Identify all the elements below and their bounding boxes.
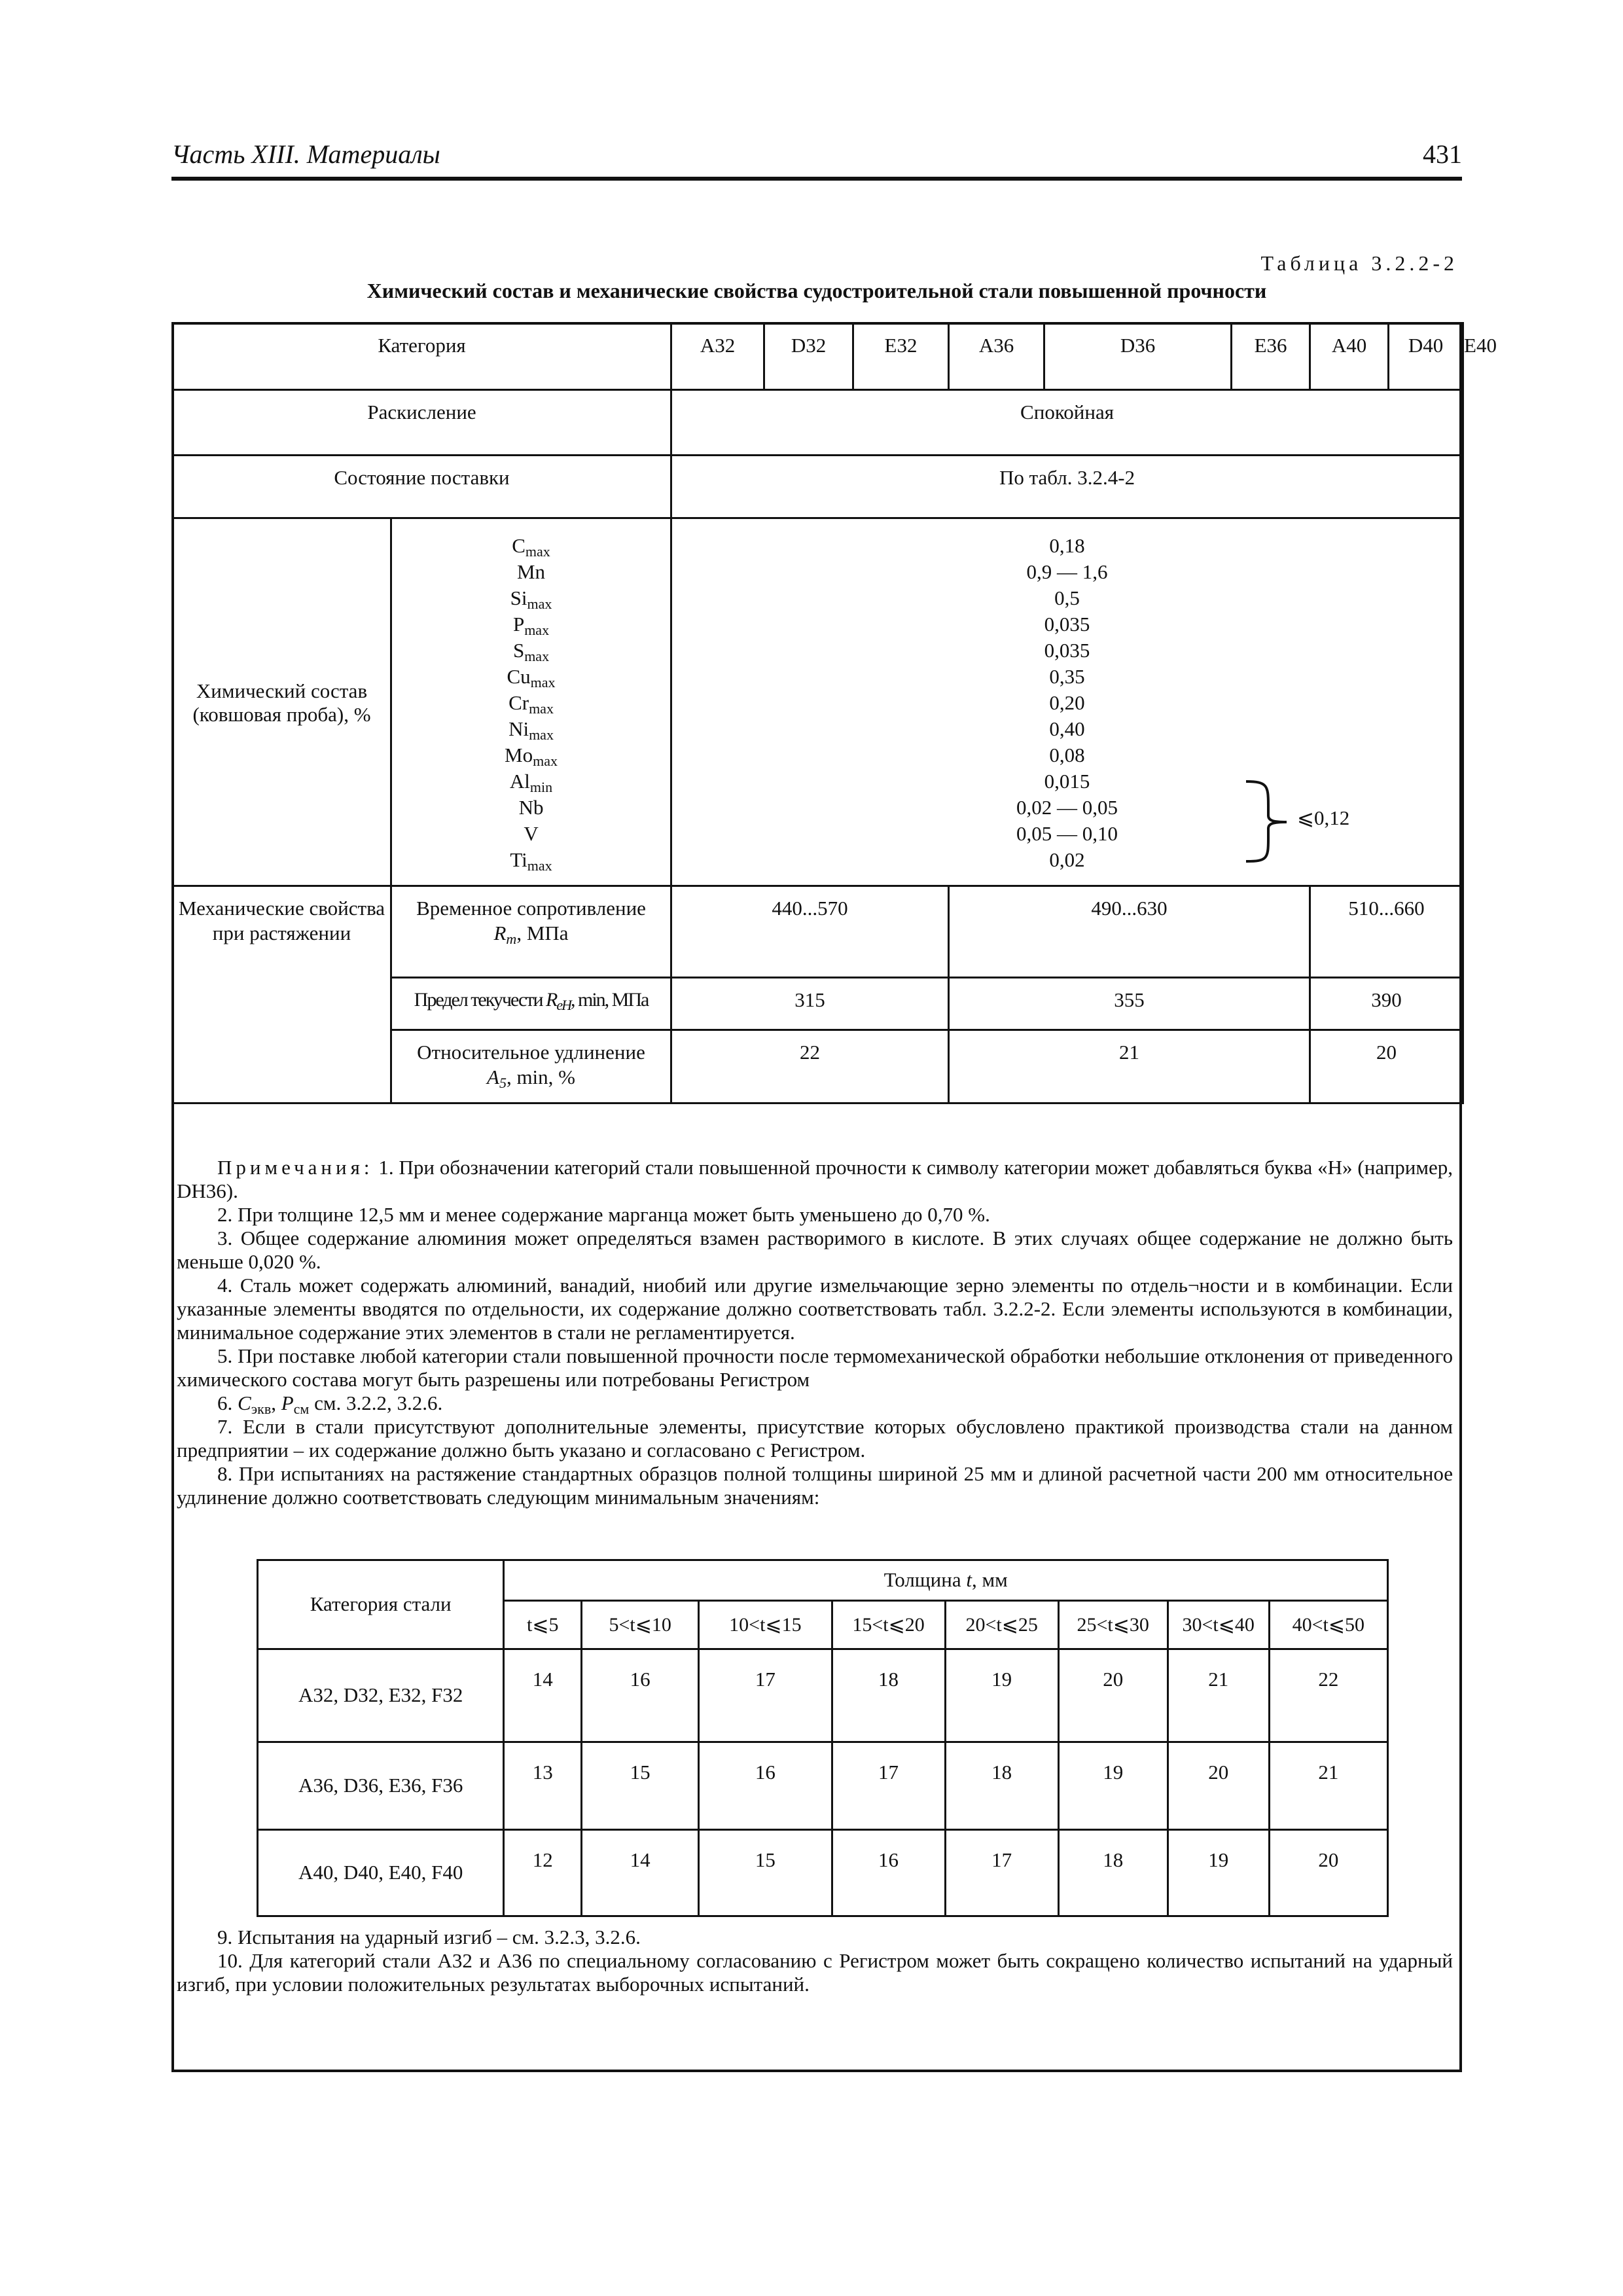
table-row [258,1649,1388,1742]
element-subscript: max [527,857,552,874]
element-value: 0,20 [1049,691,1085,714]
table-row [258,1830,1388,1916]
note-2: 2. При толщине 12,5 мм и менее содержание марганца может быть уменьшено до 0,70 %. [217,1203,990,1226]
element-subscript: min [529,778,553,795]
note-4: 4. Сталь может содержать алюминий, ванадий, ниобий или другие измельчающие зерно элементы по отдель¬ности и в комбинации. Если указанные элементы вводятся по отдельности, их содержание должно соответствовать табл. 3.2.2-2. Если элементы используются в комбинации, минимальное содержание этих элементов в стали не регламентируется. [177,1274,1453,1344]
elongation-cell: 15 [699,1830,832,1916]
elongation-cell: 13 [504,1742,582,1830]
element-symbol: $Al_{min}$ [509,769,553,795]
elongation-cell: 19 [945,1649,1058,1742]
note-8: 8. При испытаниях на растяжение стандартных образцов полной толщины шириной 25 мм и длиной расчетной части 200 мм относительное удлинение должно соответствовать следующим минимальным значениям: [177,1462,1453,1509]
category-cell: D36 [1044,323,1232,390]
elongation-cell: 20 [1058,1649,1168,1742]
elongation-cell: 14 [504,1649,582,1742]
yield-symbol: $R_{eH}$ [546,989,571,1013]
element-subscript: max [524,621,550,638]
elongation-cell: 19 [1058,1742,1168,1830]
elongation-label [391,1030,671,1103]
element-value: 0,05 — 0,10 [1016,821,1118,845]
element-symbol: $C_{max}$ [512,533,550,560]
page-number: 431 [1423,139,1462,169]
elongation-cell: 18 [945,1742,1058,1830]
elongation-cell: 16 [832,1830,945,1916]
element-value: 0,5 [1054,586,1080,609]
tensile-label [391,886,671,978]
tensile-row [173,886,1463,978]
brace-note: ⩽0,12 [1297,806,1350,829]
note-1 [177,1156,1453,1203]
header-rule [171,177,1462,181]
thickness-header-row [258,1560,1388,1601]
element-subscript: max [530,673,556,691]
category-cell: A32 [671,323,764,390]
elongation-cell: 12 [504,1830,582,1916]
note-1-text: 1. При обозначении категорий стали повышенной прочности к символу категории может добавляться буква «Н» (например, DH36). [177,1156,1453,1202]
elongation-cell: 16 [699,1742,832,1830]
element-value: 0,035 [1044,638,1090,662]
elongation-body [258,1649,1388,1916]
elongation-cell: 22 [1269,1649,1387,1742]
element-symbol: V [524,821,539,845]
element-value: 0,9 — 1,6 [1026,560,1108,583]
element-symbol: $P_{max}$ [512,612,550,638]
element-symbol: $Cr_{max}$ [508,691,554,717]
thickness-header: Толщина t, мм [504,1560,1388,1601]
note-6-symbol-p: P [281,1391,294,1414]
yield-unit: , min, МПа [571,989,649,1011]
element-value: 0,08 [1049,743,1085,766]
element-symbol: $Mo_{max}$ [505,743,558,769]
yield-label [391,978,671,1030]
elongation-value: 20 [1310,1030,1463,1103]
thickness-range: 15<t⩽20 [832,1601,945,1649]
elongation-value: 22 [671,1030,949,1103]
delivery-row [173,456,1463,518]
grade-cell: A32, D32, E32, F32 [258,1649,504,1742]
elongation-cell: 20 [1168,1742,1269,1830]
category-cell: A36 [949,323,1044,390]
elongation-cell: 14 [582,1830,699,1916]
thickness-range: 5<t⩽10 [582,1601,699,1649]
note-6-symbol-c: C [238,1391,251,1414]
element-symbol: Nb [518,795,544,819]
mechanical-label: Механические свойства при растяжении [173,886,391,1103]
elongation-cell: 17 [832,1742,945,1830]
note-6-sep: , [271,1391,281,1414]
deoxidation-label: Раскисление [173,390,671,456]
yield-label-text: Предел текучести [414,989,543,1011]
note-7: 7. Если в стали присутствуют дополнительные элементы, присутствие которых обусловлено практикой производства стали на данном предприятии – их содержание должно быть указано и согласовано с Регистром. [177,1415,1453,1462]
element-subscript: max [525,543,550,560]
element-value: 0,35 [1049,664,1085,688]
note-6-sub-p: см [293,1401,310,1417]
tensile-value: 440...570 [671,886,949,978]
elongation-cell: 17 [699,1649,832,1742]
elongation-value: 21 [949,1030,1310,1103]
category-label: Категория [173,323,671,390]
element-symbol: $Si_{max}$ [510,586,552,612]
notes-heading: Примечания: [217,1156,374,1179]
element-value: 0,035 [1044,612,1090,636]
elongation-cell: 17 [945,1830,1058,1916]
tensile-value: 490...630 [949,886,1310,978]
element-symbol: $Ti_{max}$ [510,848,552,874]
note-5: 5. При поставке любой категории стали повышенной прочности после термомеханической обработки небольшие отклонения от приведенного химического состава могут быть разрешены или потребованы Регистром [177,1344,1453,1391]
elongation-cell: 18 [1058,1830,1168,1916]
deoxidation-value: Спокойная [671,390,1463,456]
deoxidation-row [173,390,1463,456]
delivery-label: Состояние поставки [173,456,671,518]
element-subscript: max [524,647,550,664]
thickness-range: 30<t⩽40 [1168,1601,1269,1649]
grade-cell: A40, D40, E40, F40 [258,1830,504,1916]
notes-continued [177,1926,1453,1996]
elongation-symbol: $A_5$ [487,1066,507,1091]
elongation-cell: 18 [832,1649,945,1742]
category-cell: E32 [853,323,949,390]
chemistry-values [671,518,1463,886]
note-6 [177,1391,1453,1415]
elongation-cell: 15 [582,1742,699,1830]
element-subscript: max [527,595,552,612]
element-value: 0,02 — 0,05 [1016,795,1118,819]
element-symbol: $S_{max}$ [512,638,550,664]
note-9: 9. Испытания на ударный изгиб – см. 3.2.3, 3.2.6. [217,1926,641,1948]
elongation-cell: 21 [1168,1649,1269,1742]
thickness-range: 25<t⩽30 [1058,1601,1168,1649]
element-subscript: max [533,752,558,769]
element-value: 0,18 [1049,533,1085,557]
chemistry-label: Химический состав (ковшовая проба), % [173,518,391,886]
main-table [171,322,1497,1104]
tensile-unit: , МПа [516,922,569,944]
element-subscript: max [529,700,554,717]
thickness-range: 20<t⩽25 [945,1601,1058,1649]
elongation-cell: 19 [1168,1830,1269,1916]
yield-value: 355 [949,978,1310,1030]
note-3: 3. Общее содержание алюминия может определяться взамен растворимого в кислоте. В этих случаях общее содержание не должно быть меньше 0,020 %. [177,1227,1453,1273]
elongation-cell: 20 [1269,1830,1387,1916]
notes [177,1156,1453,1509]
elongation-unit: , min, % [506,1066,575,1088]
elongation-cell: 21 [1269,1742,1387,1830]
tensile-label-text: Временное сопротивление [416,897,646,920]
category-cell: D32 [764,323,853,390]
yield-value: 390 [1310,978,1463,1030]
category-row: Категория A32 D32 E32 A36 D36 E36 A40 D40 E40 [173,323,1463,390]
element-symbol: $Cu_{max}$ [507,664,556,691]
elongation-table [257,1559,1389,1917]
category-cell: D40 [1389,323,1463,390]
category-cell: A40 [1310,323,1389,390]
section-title: Часть XIII. Материалы [171,139,440,169]
element-value: 0,40 [1049,717,1085,740]
element-value: 0,02 [1049,848,1085,871]
grade-header: Категория стали [258,1560,504,1649]
brace-icon [1241,779,1300,864]
thickness-range: t⩽5 [504,1601,582,1649]
grade-cell: A36, D36, E36, F36 [258,1742,504,1830]
element-symbol: $Ni_{max}$ [508,717,554,743]
element-subscript: max [529,726,554,743]
element-list [391,518,671,886]
table-title: Химический состав и механические свойства судостроительной стали повышенной прочности [366,279,1267,302]
element-value: 0,015 [1044,769,1090,793]
yield-value: 315 [671,978,949,1030]
note-6-sub-c: экв [251,1401,272,1417]
tensile-value: 510...660 [1310,886,1463,978]
delivery-value: По табл. 3.2.4-2 [671,456,1463,518]
elongation-cell: 16 [582,1649,699,1742]
element-symbol: Mn [516,560,546,583]
table-row [258,1742,1388,1830]
thickness-range: 40<t⩽50 [1269,1601,1387,1649]
category-cell: E36 [1232,323,1310,390]
thickness-range: 10<t⩽15 [699,1601,832,1649]
elongation-label-text: Относительное удлинение [417,1041,645,1064]
tensile-symbol: $R_m$ [493,922,517,947]
note-10: 10. Для категорий стали А32 и А36 по специальному согласованию с Регистром может быть сокращено количество испытаний на ударный изгиб, при условии положительных результатах выборочных испытаний. [177,1949,1453,1996]
note-6-prefix: 6. [217,1391,238,1414]
note-6-text: см. 3.2.2, 3.2.6. [309,1391,443,1414]
table-number: Таблица 3.2.2-2 [1260,251,1458,275]
